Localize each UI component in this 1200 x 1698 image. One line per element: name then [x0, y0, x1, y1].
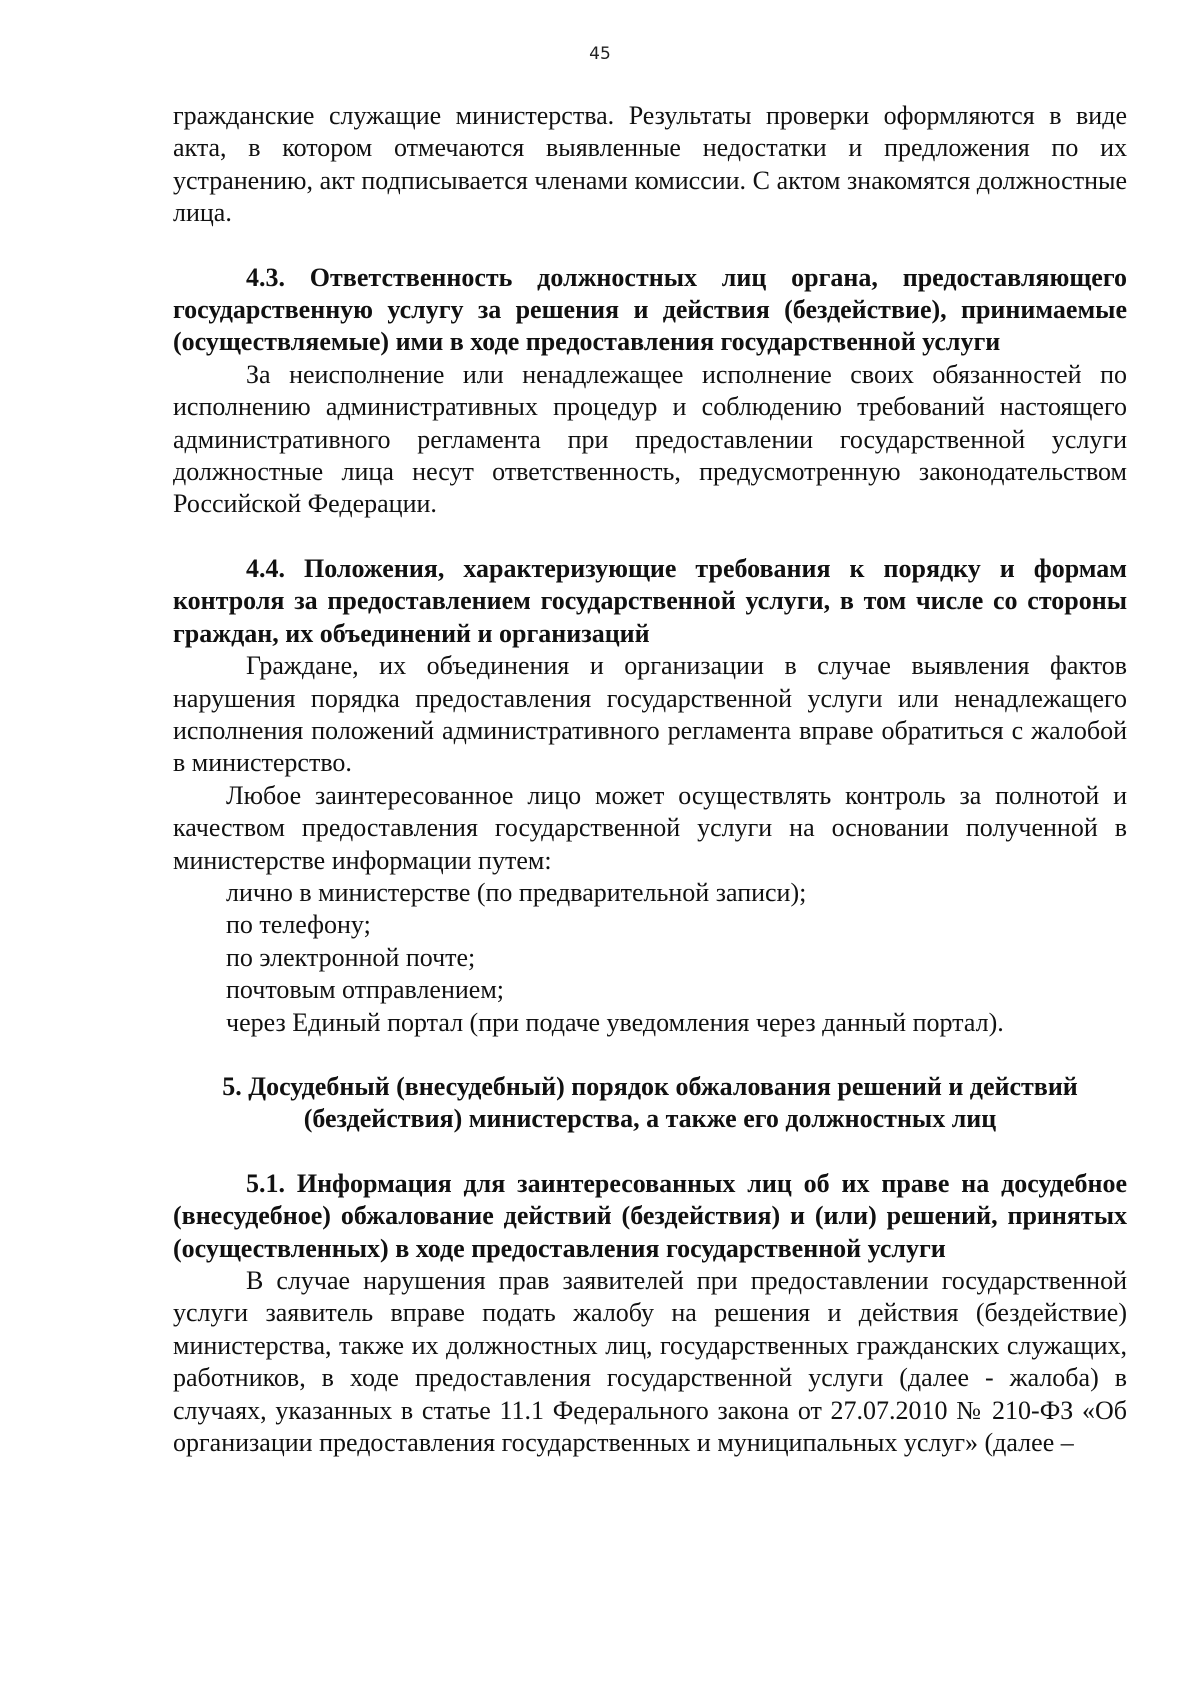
- paragraph-control: Любое заинтересованное лицо может осуществлять контроль за полнотой и качеством предоставления государственной услуги на основании полученной в министерстве информации путем:: [173, 780, 1127, 875]
- list-item: по телефону;: [226, 910, 371, 940]
- spacer: [173, 521, 1127, 553]
- spacer: [173, 1136, 1127, 1168]
- document-body: [173, 100, 1127, 1459]
- paragraph-responsibility: За неисполнение или ненадлежащее исполнение своих обязанностей по исполнению административных процедур и соблюдению требований настоящего административного регламента при предоставлении государственной услуги должностные лица несут ответственность, предусмотренную законодательством Российской Федерации.: [173, 359, 1127, 519]
- section-heading-4-3: 4.3. Ответственность должностных лиц органа, предоставляющего государственную услугу за решения и действия (бездействие), принимаемые (осуществляемые) ими в ходе предоставления государственной услуги: [173, 262, 1127, 357]
- page-number: 45: [589, 44, 611, 64]
- paragraph-complaints: Граждане, их объединения и организации в случае выявления фактов нарушения порядка предоставления государственной услуги или ненадлежащего исполнения положений административного регламента вправе обратиться с жалобой в министерство.: [173, 651, 1127, 778]
- spacer: [173, 230, 1127, 262]
- list-item: почтовым отправлением;: [226, 975, 505, 1005]
- section-heading-5-1: 5.1. Информация для заинтересованных лиц об их праве на досудебное (внесудебное) обжалование действий (бездействия) и (или) решений, принятых (осуществленных) в ходе предоставления государственной услуги: [173, 1168, 1127, 1263]
- list-item: лично в министерстве (по предварительной записи);: [226, 877, 807, 907]
- section-heading-5: 5. Досудебный (внесудебный) порядок обжалования решений и действий (бездействия) министерства, а также его должностных лиц: [222, 1071, 1078, 1134]
- spacer: [173, 1039, 1127, 1071]
- paragraph-appeal-rights: В случае нарушения прав заявителей при предоставлении государственной услуги заявитель вправе подать жалобу на решения и действия (бездействие) министерства, также их должностных лиц, государственных гражданских служащих, работников, в ходе предоставления государственной услуги (далее - жалоба) в случаях, указанных в статье 11.1 Федерального закона от 27.07.2010 № 210-ФЗ «Об организации предоставления государственных и муниципальных услуг» (далее –: [173, 1266, 1127, 1458]
- paragraph-continuation: гражданские служащие министерства. Результаты проверки оформляются в виде акта, в котором отмечаются выявленные недостатки и предложения по их устранению, акт подписывается членами комиссии. С актом знакомятся должностные лица.: [173, 101, 1127, 228]
- list-item: по электронной почте;: [226, 942, 476, 972]
- list-item: через Единый портал (при подаче уведомления через данный портал).: [226, 1007, 1004, 1037]
- section-heading-4-4: 4.4. Положения, характеризующие требования к порядку и формам контроля за предоставлением государственной услуги, в том числе со стороны граждан, их объединений и организаций: [173, 553, 1127, 648]
